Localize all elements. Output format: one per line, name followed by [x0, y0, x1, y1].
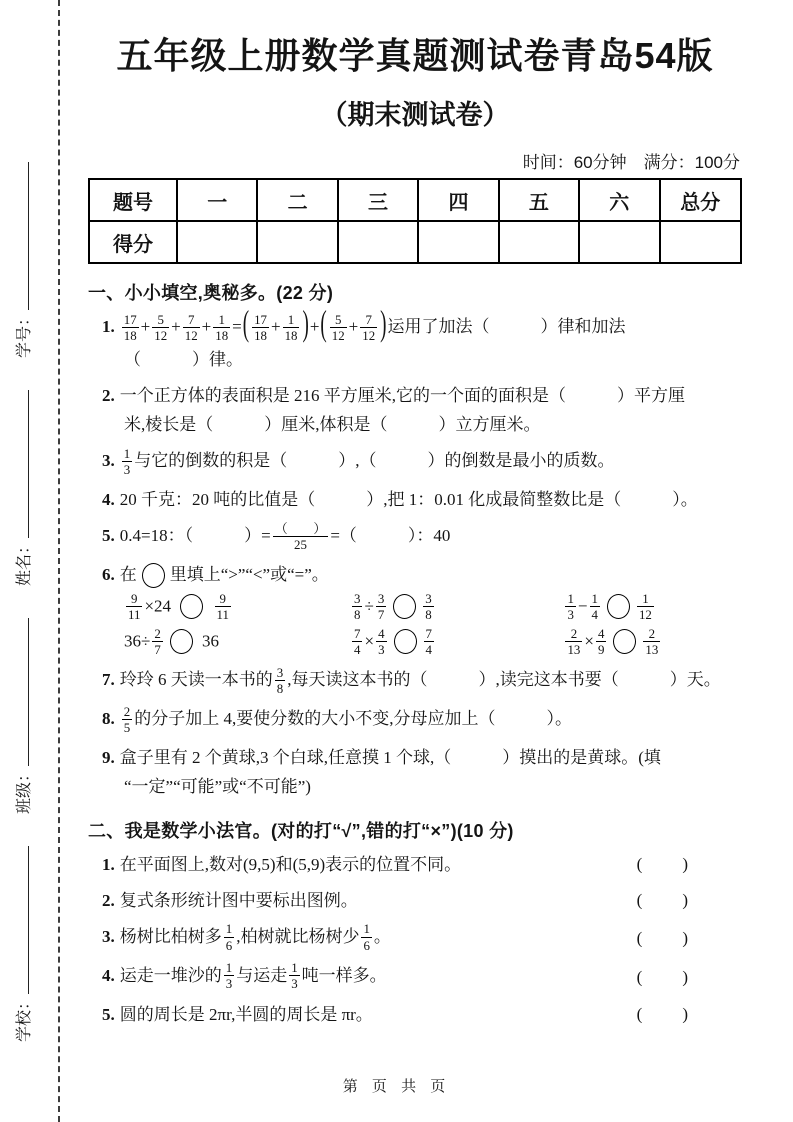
fraction: $\frac{4}{3}$ — [378, 625, 385, 658]
fraction: $\frac{1}{3}$ — [567, 590, 574, 622]
score-cell — [579, 221, 659, 263]
fraction: $\frac{4}{9}$ — [597, 625, 605, 658]
fraction: $\frac{2}{13}$ — [645, 625, 659, 658]
fraction: $\frac{1}{12}$ — [638, 590, 652, 622]
fraction: $\frac{1}{3}$ — [225, 960, 233, 992]
comparison-grid — [124, 592, 752, 659]
question-number: 1. — [102, 854, 115, 874]
s1-question-4 — [88, 485, 742, 514]
field-label: 班级： — [16, 766, 33, 815]
fraction: $\frac{1}{3}$ — [123, 445, 131, 477]
score-row-label: 得分 — [89, 221, 177, 263]
s2-question-5 — [88, 1000, 742, 1029]
fraction: $\frac{9}{11}$ — [216, 590, 229, 622]
comparison-item: $\frac{1}{3}$ − $\frac{1}{4}$ $\frac{1}{12}$ — [567, 590, 652, 622]
write-blank — [13, 390, 29, 538]
question-number: 5. — [102, 526, 115, 546]
score-cell — [418, 221, 498, 263]
question-text: 在 里填上“>”“<”或“=”。 — [120, 565, 329, 584]
s1-question-9 — [88, 743, 742, 801]
score-header-cell: 五 — [499, 179, 579, 221]
student-info-sidebar — [4, 52, 42, 1108]
fraction: $\frac{2}{13}$ — [567, 625, 581, 658]
answer-paren: ( ) — [636, 854, 690, 874]
s2-question-3 — [88, 922, 742, 954]
score-table-header-row — [89, 179, 741, 221]
question-number: 5. — [102, 1004, 115, 1024]
s1-question-8 — [88, 704, 742, 736]
score-header-cell: 一 — [177, 179, 257, 221]
question-number: 4. — [102, 965, 115, 985]
comparison-item: $\frac{2}{13}$ × $\frac{4}{9}$ $\frac{2}{13}$ — [567, 625, 659, 658]
fraction: $\frac{3}{8}$ — [276, 664, 284, 697]
score-table-score-row — [89, 221, 741, 263]
question-text: 复式条形统计图中要标出图例。 — [119, 890, 358, 910]
question-text: 运走一堆沙的 $\frac{1}{3}$ 与运走 $\frac{1}{3}$ 吨一样多。 — [119, 960, 387, 992]
score-table — [88, 178, 742, 264]
exam-content — [88, 0, 742, 1029]
s1-question-5 — [88, 521, 742, 553]
fraction: $\frac{9}{11}$ — [128, 590, 141, 622]
question-text: 玲玲 6 天读一本书的 $\frac{3}{8}$ ,每天读这本书的（ ）,读完这本书要（ ）天。 — [119, 664, 721, 697]
compare-circle-blank — [393, 594, 416, 619]
question-text: 盒子里有 2 个黄球,3 个白球,任意摸 1 个球,（ ）摸出的是黄球。(填 “一定”“可能”或“不可能”) — [119, 748, 661, 797]
s1-question-2 — [88, 381, 742, 439]
fraction: $\frac{1}{3}$ — [291, 960, 298, 992]
s2-question-1 — [88, 850, 742, 879]
field-label: 姓名： — [16, 538, 33, 587]
answer-paren: ( ) — [636, 967, 690, 987]
big-paren: ( — [242, 304, 250, 345]
comparison-item: $\frac{3}{8}$ ÷ $\frac{3}{7}$ $\frac{3}{8}$ — [354, 590, 432, 622]
compare-circle-blank — [170, 629, 193, 654]
fraction: $\frac{1}{6}$ — [363, 921, 370, 953]
big-paren: ) — [302, 304, 309, 345]
fraction: $\frac{1}{18}$ — [284, 311, 298, 343]
page-footer: 第 页 共 页 — [342, 1078, 451, 1095]
score-header-cell: 二 — [257, 179, 337, 221]
score-header-cell: 题号 — [89, 179, 177, 221]
question-text: 圆的周长是 2πr,半圆的周长是 πr。 — [119, 1004, 373, 1024]
score-header-cell: 三 — [338, 179, 418, 221]
compare-circle-blank — [142, 563, 165, 588]
question-number: 4. — [102, 490, 115, 510]
write-blank — [13, 618, 29, 766]
field-label: 学号： — [16, 310, 33, 359]
fraction: $\frac{2}{7}$ — [154, 625, 161, 658]
score-cell — [338, 221, 418, 263]
fraction: $\frac{5}{12}$ — [331, 311, 345, 343]
question-text: 杨树比柏树多 $\frac{1}{6}$ ,柏树就比杨树少 $\frac{1}{6}$ 。 — [119, 921, 391, 953]
big-paren: ) — [380, 304, 387, 345]
score-cell — [257, 221, 337, 263]
s2-question-2 — [88, 886, 742, 915]
write-blank — [13, 162, 29, 310]
exam-meta: 时间：60分钟 满分：100分 — [522, 153, 740, 172]
field-label: 学校： — [16, 993, 33, 1042]
fraction: $\frac{3}{7}$ — [377, 590, 385, 622]
question-text: 一个正方体的表面积是 216 平方厘米,它的一个面的面积是（ ）平方厘 米,棱长是（ ）厘米,体积是（ ）立方厘米。 — [119, 385, 685, 435]
question-number: 7. — [102, 670, 115, 690]
fraction: $\frac{3}{8}$ — [354, 590, 361, 622]
s1-question-3 — [88, 446, 742, 478]
s1-question-6 — [88, 560, 742, 589]
compare-circle-blank — [613, 629, 636, 654]
section1-heading: 一、小小填空,奥秘多。(22 分) — [88, 283, 334, 303]
question-number: 3. — [102, 927, 115, 947]
fraction: $\frac{17}{18}$ — [123, 311, 137, 343]
question-number: 6. — [102, 565, 115, 585]
student-info-field-name — [11, 390, 34, 586]
question-number: 1. — [102, 317, 115, 337]
fraction: $\frac{17}{18}$ — [254, 311, 267, 343]
fraction: $\frac{3}{8}$ — [425, 590, 432, 622]
question-number: 2. — [102, 385, 115, 405]
question-text: 0.4=18：（ ）= $\frac{( )}{25}$ =（ ）：40 — [119, 520, 451, 553]
question-number: 3. — [102, 451, 115, 471]
s2-question-4 — [88, 961, 742, 993]
fraction: $\frac{7}{4}$ — [354, 625, 361, 658]
question-text: 20 千克：20 吨的比值是（ ）,把 1：0.01 化成最简整数比是（ ）。 — [119, 490, 698, 510]
big-paren: ( — [320, 304, 327, 345]
comparison-item: $\frac{7}{4}$ × $\frac{4}{3}$ $\frac{7}{4}$ — [354, 625, 432, 658]
question-text: $\frac{17}{18}$ + $\frac{5}{12}$ + $\frac{7}{12}$ + $\frac{1}{18}$ =( $\frac{17}{18}$ + $\frac{1}{18}$ )+( $\frac{5}{12}$ + $\frac{7}{12}$ )运用了加法（ ）律和加法 （ ）律。 — [120, 317, 626, 368]
comparison-item: $\frac{9}{11}$ ×24 $\frac{9}{11}$ — [128, 590, 229, 622]
s1-question-1 — [88, 304, 742, 374]
s1-question-7 — [88, 665, 742, 697]
answer-paren: ( ) — [636, 1004, 690, 1024]
question-number: 9. — [102, 748, 115, 768]
fraction: $\frac{5}{12}$ — [154, 311, 168, 343]
question-text: 在平面图上,数对(9,5)和(5,9)表示的位置不同。 — [119, 854, 462, 874]
question-text: $\frac{2}{5}$ 的分子加上 4,要使分数的大小不变,分母应加上（ ）。 — [123, 703, 572, 735]
write-blank — [13, 846, 29, 994]
compare-circle-blank — [394, 629, 417, 654]
answer-paren: ( ) — [636, 928, 690, 948]
fraction: $\frac{2}{5}$ — [123, 703, 131, 735]
fraction: $\frac{1}{4}$ — [591, 590, 598, 622]
fraction: $\frac{( )}{25}$ — [274, 520, 327, 553]
score-cell — [660, 221, 742, 263]
question-number: 8. — [102, 709, 115, 729]
section2-heading: 二、我是数学小法官。(对的打“√”,错的打“×”)(10 分) — [88, 820, 514, 841]
answer-paren: ( ) — [636, 890, 690, 910]
score-header-cell: 总分 — [660, 179, 742, 221]
student-info-field-class — [11, 618, 34, 814]
fraction: $\frac{7}{12}$ — [184, 311, 198, 343]
student-info-field-school — [11, 846, 34, 1042]
compare-circle-blank — [607, 594, 630, 619]
fraction: $\frac{1}{6}$ — [225, 921, 233, 953]
question-number: 2. — [102, 890, 115, 910]
fraction: $\frac{7}{4}$ — [425, 625, 432, 658]
score-header-cell: 六 — [579, 179, 659, 221]
cut-line — [58, 0, 60, 1122]
fraction: $\frac{7}{12}$ — [362, 311, 376, 343]
page-title: 五年级上册数学真题测试卷青岛54版 — [116, 35, 714, 76]
score-cell — [499, 221, 579, 263]
score-cell — [177, 221, 257, 263]
fraction: $\frac{1}{18}$ — [215, 311, 229, 343]
comparison-item: 36÷ $\frac{2}{7}$ 36 — [124, 625, 220, 658]
score-header-cell: 四 — [418, 179, 498, 221]
page-subtitle: （期末测试卷） — [320, 100, 510, 130]
compare-circle-blank — [180, 594, 203, 619]
student-info-field-number — [11, 162, 34, 358]
question-text: $\frac{1}{3}$ 与它的倒数的积是（ ）,（ ）的倒数是最小的质数。 — [123, 445, 615, 477]
